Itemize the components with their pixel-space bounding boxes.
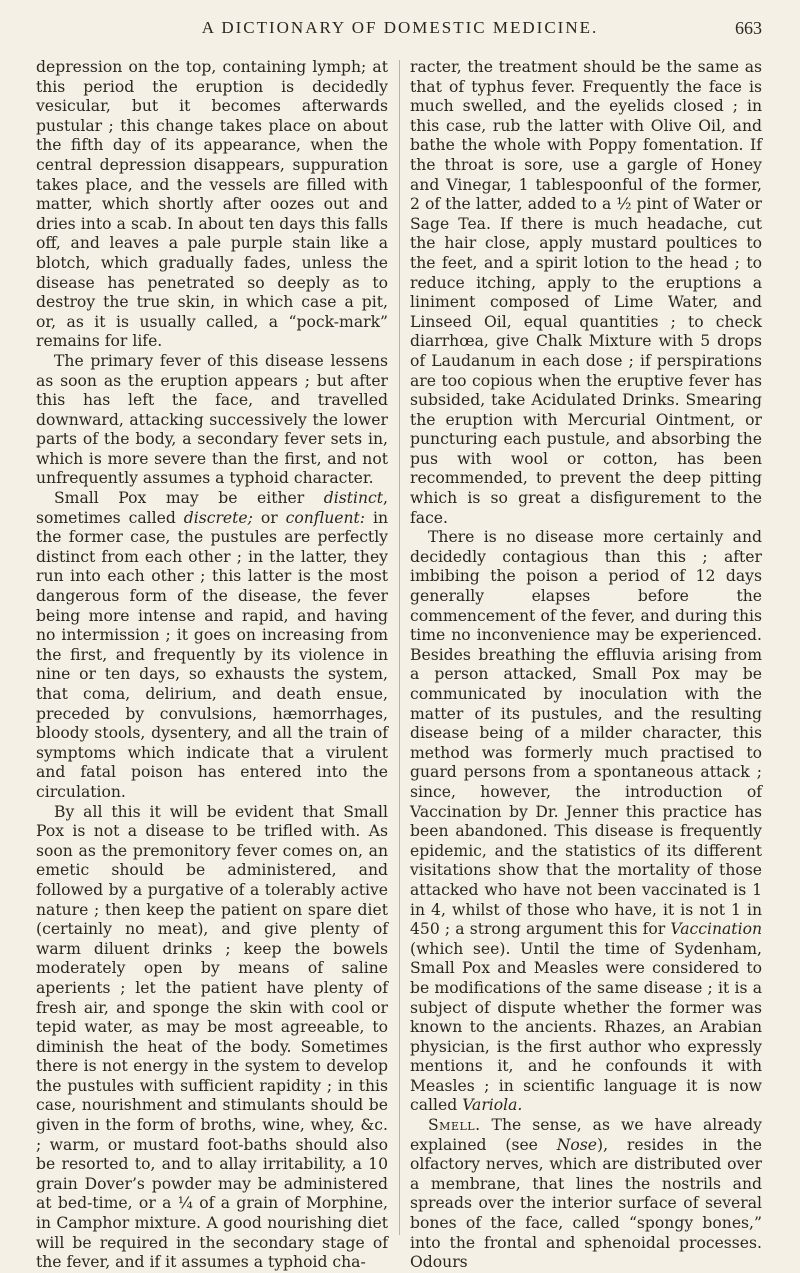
text-run: (which see). Until the time of Sydenham, Small Pox and Measles were considered to be modifications of the same disease ; it is a subject of dispute whether the former was known to the ancients. Rhazes, an Arabian physician, is the first author who expressly mentions it, and he confounds it with Measles ; in scientific language it is now called (410, 939, 762, 1115)
text-run: ), resides in the olfactory nerves, which are distributed over a membrane, that lines the nostrils and spreads over the interior surface of several bones of the face, called “spongy bones,” into the frontal and sphenoidal processes. Odours (410, 1135, 762, 1272)
text-run: Small Pox may be either (54, 489, 324, 508)
right-column (410, 58, 762, 1272)
left-column (36, 58, 388, 1272)
paragraph (410, 528, 762, 1116)
paragraph: By all this it will be evident that Small Pox is not a disease to be trifled with. As soon as the premonitory fever comes on, an emetic should be administered, and followed by a purgative of a tolerably active nature ; then keep the patient on spare diet (certainly no meat), and give plenty of warm diluent drinks ; keep the bowels moderately open by means of saline aperients ; let the patient have plenty of fresh air, and sponge the skin with cool or tepid water, as may be most agreeable, to diminish the heat of the body. Sometimes there is not energy in the system to develop the pustules with sufficient rapidity ; in this case, nourishment and stimulants should be given in the form of broths, wine, whey, &c. ; warm, or mustard foot-baths should also be resorted to, and to allay irritability, a 10 grain Dover’s powder may be administered at bed-time, or a ¼ of a grain of Morphine, in Camphor mixture. A good nourishing diet will be required in the secondary stage of the fever, and if it assumes a typhoid cha- (36, 802, 388, 1272)
paragraph (410, 1116, 762, 1273)
entry-heading: Smell. (428, 1116, 481, 1135)
paragraph: The primary fever of this disease lessens as soon as the eruption appears ; but after this has left the face, and travelled downward, attacking successively the lower parts of the body, a secondary fever sets in, which is more severe than the first, and not unfrequently assumes a typhoid character. (36, 351, 388, 488)
running-head (0, 18, 800, 42)
italic-term: Variola. (462, 1096, 523, 1115)
paragraph: racter, the treatment should be the same as that of typhus fever. Frequently the face is much swelled, and the eyelids closed ; in this case, rub the latter with Olive Oil, and bathe the whole with Poppy fomentation. If the throat is sore, use a gargle of Honey and Vinegar, 1 tablespoonful of the former, 2 of the latter, added to a ½ pint of Water or Sage Tea. If there is much headache, cut the hair close, apply mustard poultices to the feet, and a spirit lotion to the head ; to reduce itching, apply to the eruptions a liniment composed of Lime Water, and Linseed Oil, equal quantities ; to check diarrhœa, give Chalk Mixture with 5 drops of Laudanum in each dose ; if perspirations are too copious when the eruptive fever has subsided, take Acidulated Drinks. Smearing the eruption with Mercurial Ointment, or puncturing each pustule, and absorbing the pus with wool or cotton, has been recommended, to prevent the deep pitting which is so great a disfigurement to the face. (410, 58, 762, 527)
italic-term: discrete; (183, 508, 253, 527)
text-run: The sense, as we have already explained (see (410, 1116, 762, 1154)
paragraph: depression on the top, containing lymph; at this period the eruption is decidedly vesicular, but it becomes afterwards pustular ; this change takes place on about the fifth day of its appearance, when the central depression disappears, suppuration takes place, and the vessels are filled with matter, which shortly after oozes out and dries into a scab. In about ten days this falls off, and leaves a pale purple stain like a blotch, which gradually fades, unless the disease has penetrated so deeply as to destroy the true skin, in which case a pit, or, as it is usually called, a “pock-mark” remains for life. (36, 58, 388, 351)
text-run: There is no disease more certainly and decidedly contagious than this ; after imbibing the poison a period of 12 days generally elapses before the commencement of the fever, and during this time no inconvenience may be experienced. Besides breathing the effluvia arising from a person attacked, Small Pox may be communicated by inoculation with the matter of its pustules, and the resulting disease being of a milder character, this method was formerly much practised to guard persons from a spontaneous attack ; since, however, the introduction of Vaccination by Dr. Jenner this practice has been abandoned. This disease is frequently epidemic, and the statistics of its different visitations show that the mortality of those attacked who have not been vaccinated is 1 in 4, whilst of those who have, it is not 1 in 450 ; a strong argument this for (410, 528, 762, 939)
cross-reference: Nose (556, 1135, 597, 1154)
running-title: A DICTIONARY OF DOMESTIC MEDICINE. (201, 18, 599, 37)
text-run: in the former case, the pustules are perfectly distinct from each other ; in the latter, they run into each other ; this latter is the most dangerous form of the disease, the fever being more intense and rapid, and having no intermission ; it goes on increasing from the first, and frequently by its violence in nine or ten days, so exhausts the system, that coma, delirium, and death ensue, preceded by convulsions, hæmorrhages, bloody stools, dysentery, and all the train of symptoms which indicate that a virulent and fatal poison has entered into the circulation. (36, 508, 388, 801)
paragraph (36, 489, 388, 803)
italic-term: Vaccination (670, 920, 762, 939)
italic-term: confluent: (285, 508, 366, 527)
column-divider (399, 60, 400, 1235)
text-run: , sometimes called (36, 489, 388, 527)
text-run: or (252, 508, 286, 527)
italic-term: distinct (323, 489, 384, 508)
page-number: 663 (735, 18, 762, 38)
